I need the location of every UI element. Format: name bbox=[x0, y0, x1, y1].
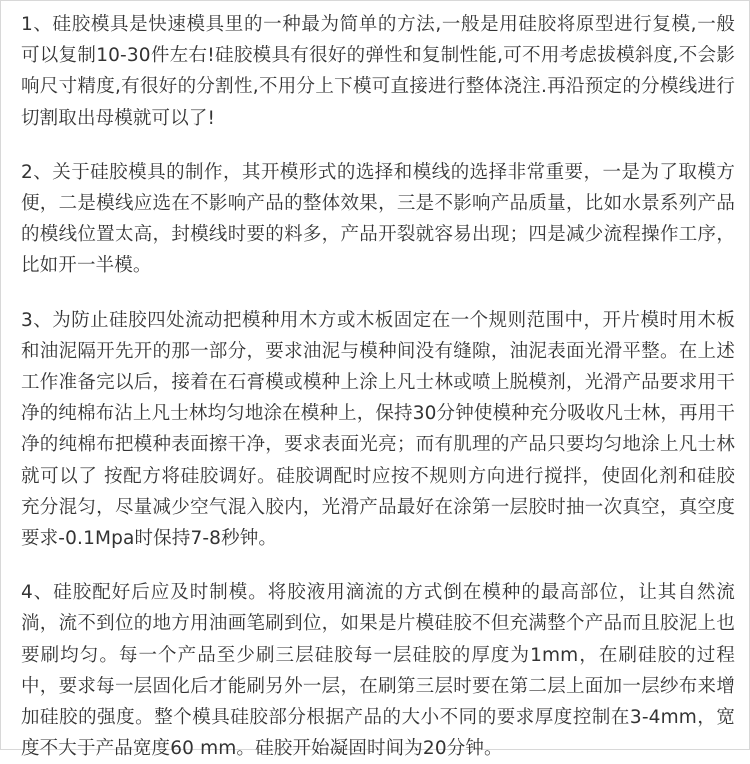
article-body bbox=[21, 9, 735, 764]
paragraph-4: 4、硅胶配好后应及时制模。将胶液用滴流的方式倒在模种的最高部位，让其自然流淌，流不到位的地方用油画笔刷到位，如果是片模硅胶不但充满整个产品而且胶泥上也要刷均匀。每一个产品至少刷三层硅胶每一层硅胶的厚度为1mm，在刷硅胶的过程中，要求每一层固化后才能刷另外一层，在刷第三层时要在第二层上面加一层纱布来增加硅胶的强度。整个模具硅胶部分根据产品的大小不同的要求厚度控制在3-4mm，宽度不大于产品宽度60 mm。硅胶开始凝固时间为20分钟。 bbox=[21, 582, 735, 760]
paragraph-1: 1、硅胶模具是快速模具里的一种最为简单的方法,一般是用硅胶将原型进行复模,一般可以复制10-30件左右!硅胶模具有很好的弹性和复制性能,可不用考虑拔模斜度,不会影响尺寸精度,有很好的分割性,不用分上下模可直接进行整体浇注.再沿预定的分模线进行切割取出母模就可以了! bbox=[21, 14, 735, 129]
paragraph-3: 3、为防止硅胶四处流动把模种用木方或木板固定在一个规则范围中，开片模时用木板和油泥隔开先开的那一部分，要求油泥与模种间没有缝隙，油泥表面光滑平整。在上述工作准备完以后，接着在石膏模或模种上涂上凡士林或喷上脱模剂，光滑产品要求用干净的纯棉布沾上凡士林均匀地涂在模种上，保持30分钟使模种充分吸收凡士林，再用干净的纯棉布把模种表面擦干净，要求表面光亮；而有肌理的产品只要均匀地涂上凡士林就可以了 按配方将硅胶调好。硅胶调配时应按不规则方向进行搅拌，使固化剂和硅胶充分混匀，尽量减少空气混入胶内，光滑产品最好在涂第一层胶时抽一次真空，真空度要求-0.1Mpa时保持7-8秒钟。 bbox=[21, 309, 735, 550]
paragraph-2: 2、关于硅胶模具的制作，其开模形式的选择和模线的选择非常重要，一是为了取模方便，二是模线应选在不影响产品的整体效果，三是不影响产品质量，比如水景系列产品的模线位置太高，封模线时要的料多，产品开裂就容易出现；四是减少流程操作工序，比如开一半模。 bbox=[21, 161, 735, 277]
